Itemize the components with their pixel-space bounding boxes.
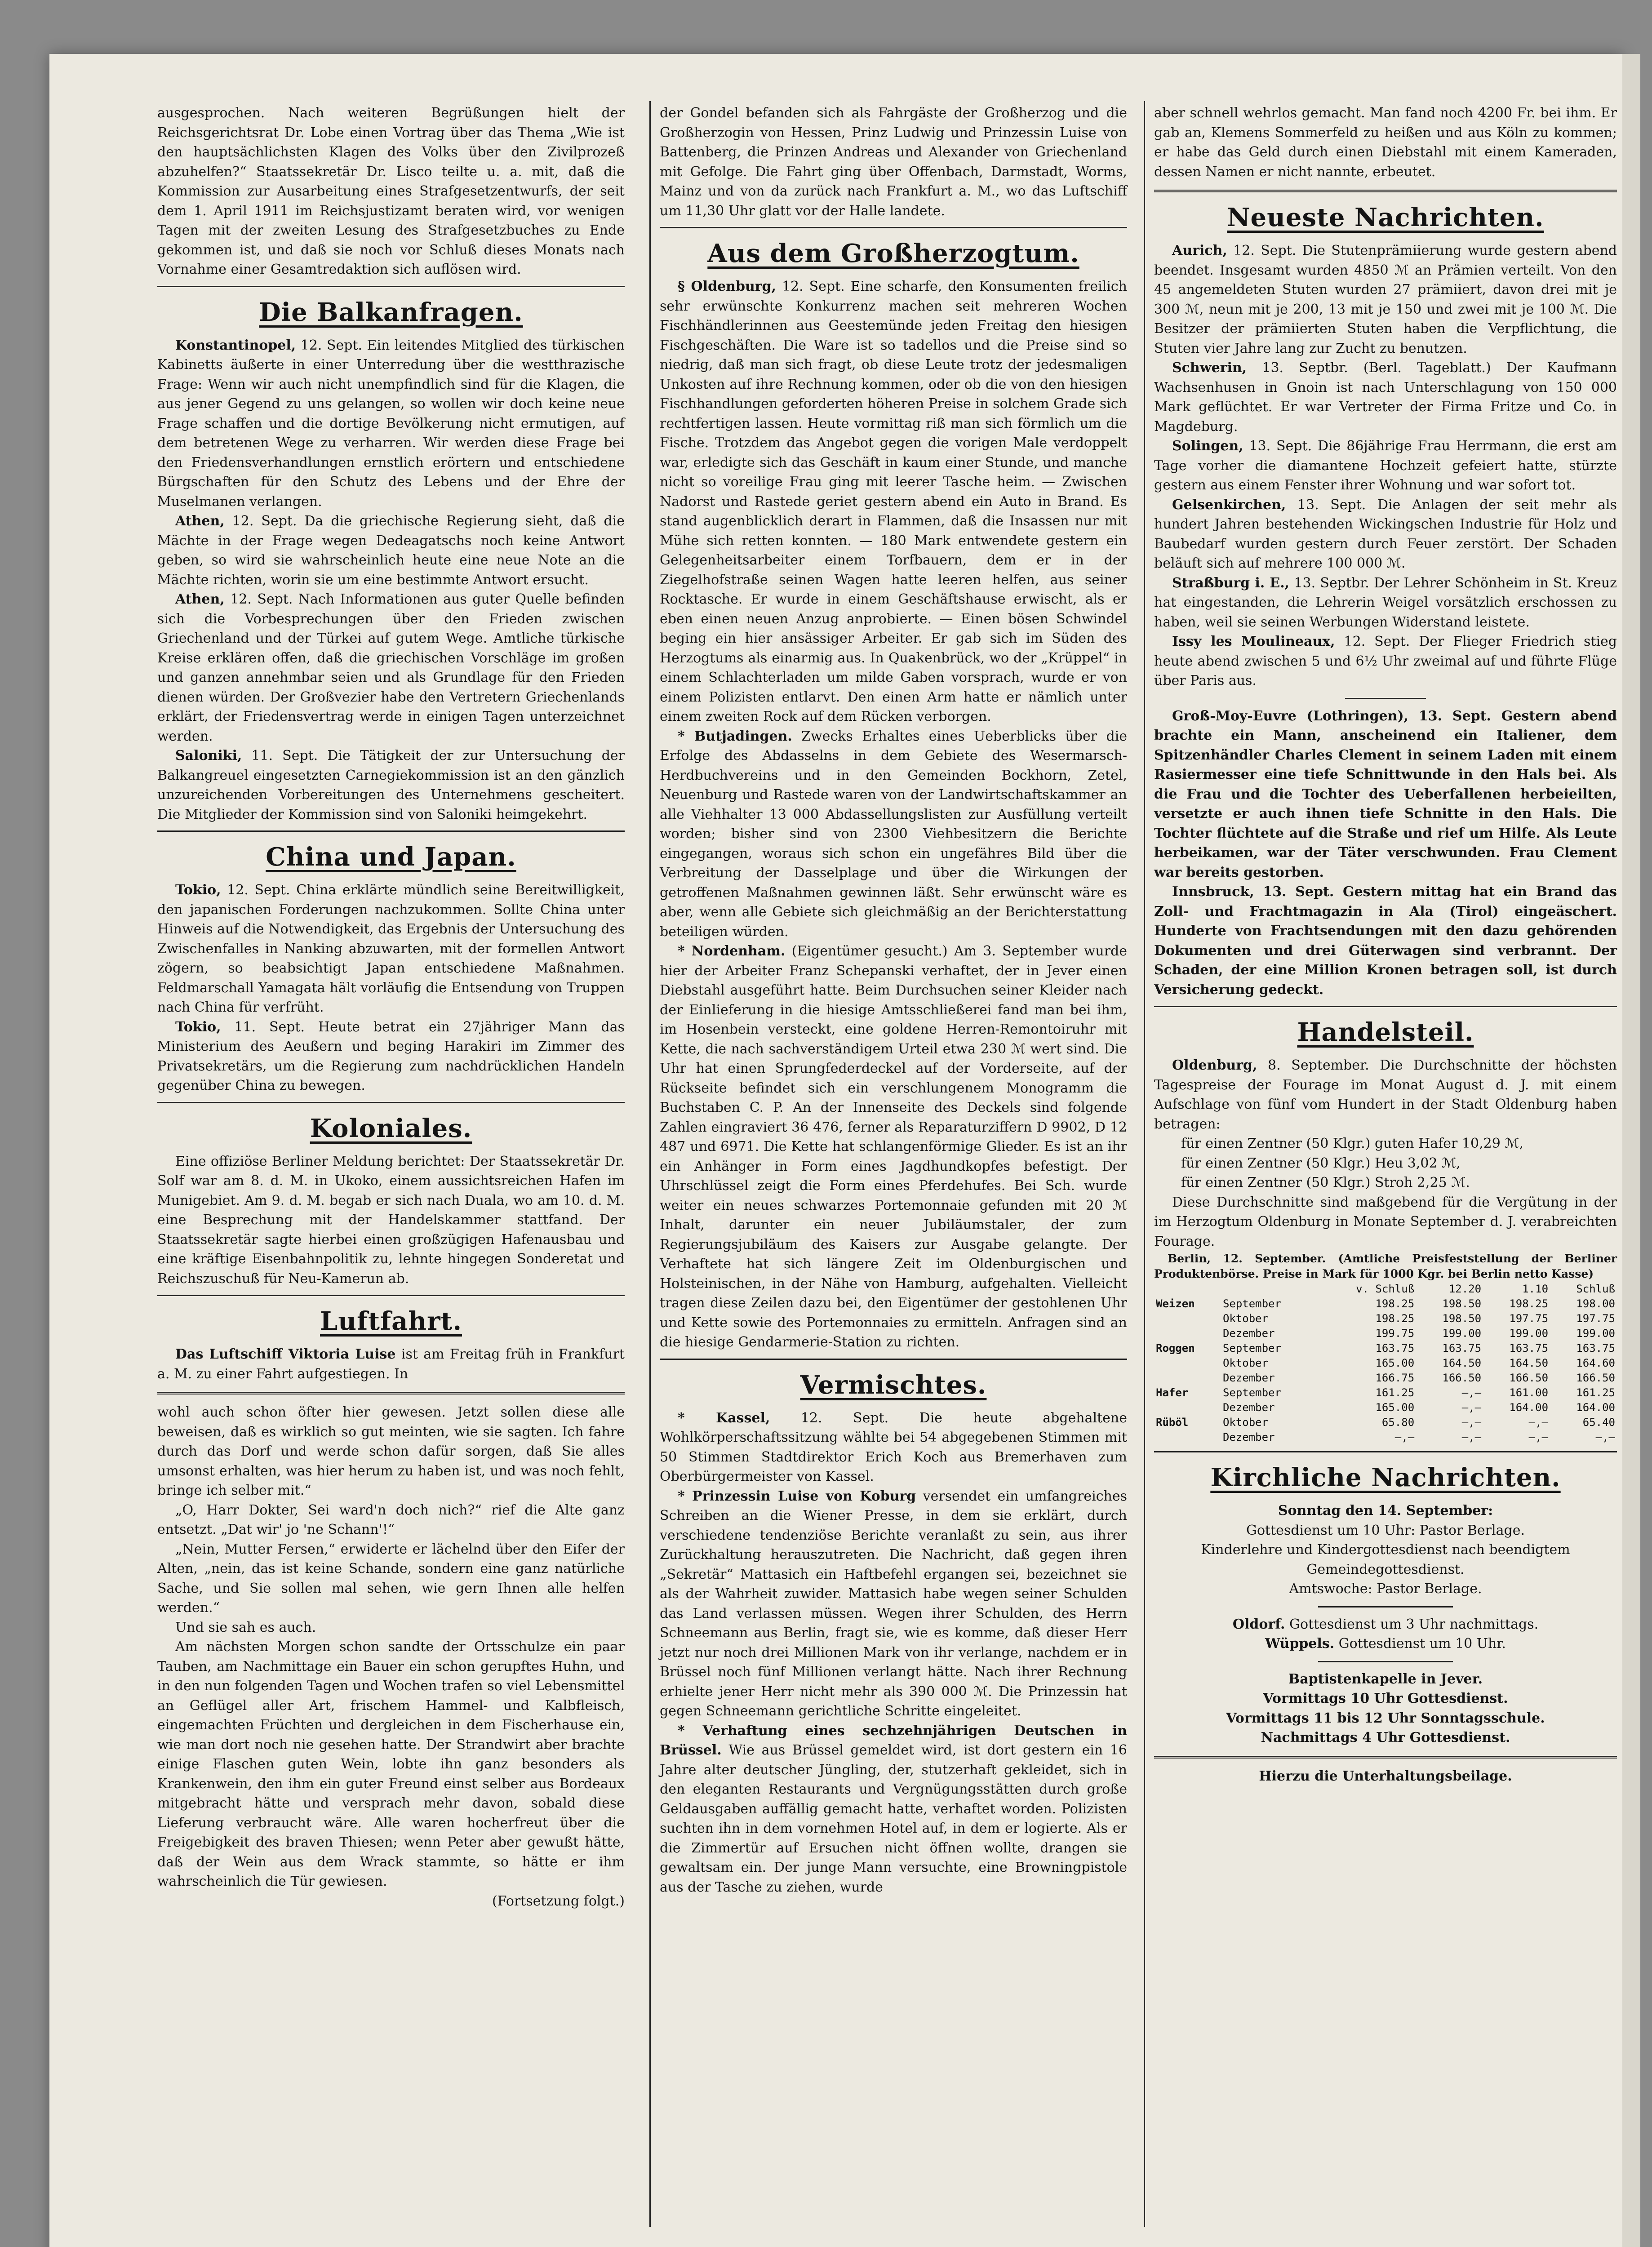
- news-item: Solingen, 13. Sept. Die 86jährige Frau Herrmann, die erst am Tage vorher die diamantene Hochzeit gefeiert hatte, stürzte gestern aus einem Fenster ihrer Wohnung und war sofort tot.: [1154, 438, 1617, 493]
- news-item: § Oldenburg, 12. Sept. Eine scharfe, den Konsumenten freilich sehr erwünschte Konkurrenz machen seit mehreren Wochen Fischhändlerinnen aus Geestemünde jeden Freitag den hiesigen Fischgeschäften. Die Ware ist so tadellos und die Preise sind so niedrig, daß man sich fragt, ob diese Leute trotz der jedesmaligen Unkosten auf ihre Rechnung kommen, oder ob die von den hiesigen Fischhandlungen geforderten höheren Preise in solchem Grade sich rechtfertigen lassen. Heute vormittag riß man sich förmlich um die Fische. Trotzdem das Angebot gegen die vorigen Male verdoppelt war, erledigte sich das Geschäft in kaum einer Stunde, und manche nicht so voreilige Frau ging mit leerer Tasche heim. — Zwischen Nadorst und Rastede geriet gestern abend ein Auto in Brand. Es stand augenblicklich derart in Flammen, daß die Insassen nur mit Mühe sich retten konnten. — 180 Mark entwendete gestern ein Gelegenheitsarbeiter einem Torfbauern, dem er in der Ziegelhofstraße seinen Wagen hatte leeren helfen, aus seiner Rocktasche. Er wurde in einem Geschäftshause erwischt, als er eben einen neuen Anzug anprobierte. — Einen bösen Schwindel beging ein hier ansässiger Arbeiter. Er gab sich im Süden des Herzogtums als einarmig aus. In Quakenbrück, wo der „Krüppel“ in einem Schlachterladen um milde Gaben vorsprach, wurde er von einem Polizisten entlarvt. Den einen Arm hatte er nämlich unter einem zweiten Rock auf dem Rücken verborgen.: [660, 279, 1127, 724]
- news-item: Aurich, 12. Sept. Die Stutenprämiierung wurde gestern abend beendet. Insgesamt wurden 4850 ℳ an Prämien verteilt. Von den 45 angemeldeten Stuten wurden 27 prämiiert, davon drei mit je 300 ℳ, neun mit je 200, 13 mit je 150 und zwei mit je 100 ℳ. Die Besitzer der prämiierten Stuten haben die Verpflichtung, die Stuten vier Jahre lang zur Zucht zu benutzen.: [1154, 243, 1617, 356]
- news-item: Konstantinopel, 12. Sept. Ein leitendes Mitglied des türkischen Kabinetts äußerte in einer Unterredung über die westthrazische Frage: Wenn wir auch nicht unempfindlich sind für die Klagen, die aus jener Gegend zu uns gelangen, so wollen wir doch keine neue Frage schaffen und die dortige Bevölkerung nicht ermutigen, auf dem betretenen Wege zu verharren. Wir werden diese Frage bei den Friedensverhandlungen ernstlich erörtern und entschiedene Bürgschaften für den Schutz des Lebens und der Ehre der Muselmanen verlangen.: [157, 337, 625, 510]
- heading-handelsteil: Handelsteil.: [1297, 1017, 1474, 1047]
- column-rule-1: [649, 101, 651, 2227]
- church-oldorf: Oldorf. Gottesdienst um 3 Uhr nachmittags.: [1232, 1616, 1539, 1632]
- news-item-bold: Innsbruck, 13. Sept. Gestern mittag hat ein Brand das Zoll- und Frachtmagazin in Ala (Tirol) eingeäschert. Hunderte von Frachtsendungen mit den dazu gehörenden Dokumenten und drei Güterwagen sind verbrannt. Der Schaden, der eine Million Kronen betragen soll, ist durch Versicherung gedeckt.: [1154, 884, 1617, 998]
- continuation-note: (Fortsetzung folgt.): [492, 1893, 625, 1909]
- news-item: Schwerin, 13. Septbr. (Berl. Tageblatt.) Der Kaufmann Wachsenhusen in Gnoin ist nach Unterschlagung von 150 000 Mark geflüchtet. Er war Vertreter der Firma Fritze und Co. in Magdeburg.: [1154, 360, 1617, 435]
- supplement-note: Hierzu die Unterhaltungsbeilage.: [1259, 1768, 1512, 1784]
- church-wueppels: Wüppels. Gottesdienst um 10 Uhr.: [1265, 1636, 1506, 1652]
- table-row: Dezember 166.75 166.50 166.50 166.50: [1222, 1372, 1615, 1384]
- table-row: Rüböl Oktober 65.80 —,— —,— 65.40: [1156, 1416, 1615, 1429]
- market-lead: Oldenburg, 8. September. Die Durchschnitte der höchsten Tagespreise der Fourage im Monat August d. J. mit einem Aufschlage von fünf vom Hundert in der Stadt Oldenburg haben betragen:: [1154, 1057, 1617, 1132]
- serial-story-paragraph: „O, Harr Dokter, Sei ward'n doch nich?“ rief die Alte ganz entsetzt. „Dat wir' jo 'ne Schann'!“: [157, 1502, 625, 1537]
- news-item: Saloniki, 11. Sept. Die Tätigkeit der zur Untersuchung der Balkangreuel eingesetzten Carnegiekommission ist an den gänzlich unzureichenden Vorbereitungen des Unternehmens gescheitert. Die Mitglieder der Kommission sind von Saloniki heimgekehrt.: [157, 748, 625, 822]
- news-item: * Butjadingen. Zwecks Erhaltes eines Ueberblicks über die Erfolge des Abdasselns in dem Gebiete des Wesermarsch-Herdbuchvereins und in den Gemeinden Bockhorn, Zetel, Neuenburg und Rastede waren von der Landwirtschaftskammer an alle Viehhalter 13 000 Abdassellungslisten zur Ausfüllung verteilt worden; bisher sind von 2300 Viehbesitzern die Berichte eingegangen, woraus sich schon ein ungefähres Bild über die Verbreitung der Dasselplage und über die Wirkungen der getroffenen Maßnahmen gewinnen läßt. Sehr erwünscht wäre es aber, wenn alle Gebiete sich gleichmäßig an der Berichterstattung beteiligen würden.: [660, 728, 1127, 940]
- baptist-line: Nachmittags 4 Uhr Gottesdienst.: [1261, 1730, 1510, 1745]
- column-1: [157, 103, 625, 1911]
- news-item: Gelsenkirchen, 13. Sept. Die Anlagen der seit mehr als hundert Jahren bestehenden Wickingschen Industrie für Holz und Baubedarf wurden gestern durch Feuer zerstört. Der Schaden beläuft sich auf mehrere 100 000 ℳ.: [1154, 497, 1617, 571]
- serial-story-paragraph: wohl auch schon öfter hier gewesen. Jetzt sollen diese alle beweisen, daß es wirklich so gut meinten, wie sie sagten. Ich fahre durch das Dorf und werde schon dafür sorgen, daß Sie alles umsonst erhalten, was hier herum zu haben ist, und was noch fehlt, bringe ich selber mit.“: [157, 1404, 625, 1498]
- article-continuation: aber schnell wehrlos gemacht. Man fand noch 4200 Fr. bei ihm. Er gab an, Klemens Sommerfeld zu heißen und aus Köln zu kommen; er habe das Geld durch einen Diebstahl mit einem Kameraden, dessen Namen er nicht nannte, erbeutet.: [1154, 105, 1617, 180]
- news-item: Eine offiziöse Berliner Meldung berichtet: Der Staatssekretär Dr. Solf war am 8. d. M. in Ukoko, einem aussichtsreichen Hafen im Munigebiet. Am 9. d. M. begab er sich nach Duala, wo am 10. d. M. eine Besprechung mit der Handelskammer stattfand. Der Staatssekretär sagte hierbei einen großzügigen Hafenausbau und eine kräftige Eisenbahnpolitik zu, lehnte hingegen Sonderetat und Reichszuschuß für Neu-Kamerun ab.: [157, 1153, 625, 1287]
- table-row: Dezember 165.00 —,— 164.00 164.00: [1222, 1401, 1615, 1414]
- news-item: Athen, 12. Sept. Nach Informationen aus guter Quelle befinden sich die Vorbesprechungen über den Frieden zwischen Griechenland und der Türkei auf gutem Wege. Amtliche türkische Kreise erklären offen, daß die griechischen Vorschläge im großen und ganzen annehmbar seien und als Grundlage für den Frieden dienen würden. Der Großvezier habe den Vertretern Griechenlands erklärt, der Friedensvertrag werde in einigen Tagen unterzeichnet werden.: [157, 591, 625, 744]
- church-line: Kinderlehre und Kindergottesdienst nach beendigtem Gemeindegottesdienst.: [1201, 1542, 1570, 1577]
- news-item: Das Luftschiff Viktoria Luise ist am Freitag früh in Frankfurt a. M. zu einer Fahrt aufgestiegen. In: [157, 1346, 625, 1382]
- table-row: Roggen September 163.75 163.75 163.75 163.75: [1156, 1342, 1615, 1354]
- news-item: * Kassel, 12. Sept. Die heute abgehaltene Wohlkörperschaftssitzung wählte bei 54 abgegebenen Stimmen mit 50 Stimmen Stadtdirektor Erich Koch aus Bremerhaven zum Oberbürgermeister von Kassel.: [660, 1410, 1127, 1484]
- heading-kirchliche: Kirchliche Nachrichten.: [1210, 1463, 1561, 1492]
- table-row: Dezember —,— —,— —,— —,—: [1222, 1431, 1615, 1443]
- news-item: Straßburg i. E., 13. Septbr. Der Lehrer Schönheim in St. Kreuz hat eingestanden, die Lehrerin Weigel vorsätzlich erschossen zu haben, weil sie seinen Werbungen Widerstand leistete.: [1154, 575, 1617, 630]
- berlin-price-table: [1154, 1282, 1617, 1445]
- table-row: Hafer September 161.25 —,— 161.00 161.25: [1156, 1386, 1615, 1399]
- news-item: Tokio, 12. Sept. China erklärte mündlich seine Bereitwilligkeit, den japanischen Forderungen nachzukommen. Sollte China unter Hinweis auf die Notwendigkeit, das Ergebnis der Untersuchung des Zwischenfalles in Nanking abzuwarten, mit der formellen Antwort zögern, so beabsichtigt Japan entschiedene Maßnahmen. Feldmarschall Yamagata hält vorläufig die Entsendung von Truppen nach China für verfrüht.: [157, 882, 625, 1015]
- serial-story-paragraph: Am nächsten Morgen schon sandte der Ortsschulze ein paar Tauben, am Nachmittage ein Bauer ein schon gerupftes Huhn, und in den nun folgenden Tagen und Wochen trafen so viel Lebensmittel an Geflügel aller Art, frischem Hammel- und Kalbfleisch, eingemachten Früchten und dergleichen in dem Fischerhause ein, wie man dort noch nie gesehen hatte. Der Strandwirt aber brachte einige Flaschen guten Wein, lobte ihn ganz besonders als Krankenwein, den ihm ein guter Freund einst selber aus Bordeaux mitgebracht hätte und versprach mehr davon, sobald diese Lieferung verbraucht wäre. Alle waren hocherfreut über die Freigebigkeit des braven Thiesen; wenn Peter aber gewußt hätte, daß der Wein aus dem Wrack stammte, so hätte er ihm wahrscheinlich die Tür gewiesen.: [157, 1639, 625, 1889]
- article-continuation: der Gondel befanden sich als Fahrgäste der Großherzog und die Großherzogin von Hessen, Prinz Ludwig und Prinzessin Luise von Battenberg, die Prinzen Andreas und Alexander von Griechenland mit Gefolge. Die Fahrt ging über Offenbach, Darmstadt, Worms, Mainz und von da zurück nach Frankfurt a. M., wo das Luftschiff um 11,30 Uhr glatt vor der Halle landete.: [660, 105, 1127, 219]
- page-edge: [1622, 54, 1640, 2247]
- church-line: Sonntag den 14. September:: [1278, 1503, 1493, 1519]
- column-rule-2: [1144, 101, 1145, 2227]
- article-continuation: ausgesprochen. Nach weiteren Begrüßungen hielt der Reichsgerichtsrat Dr. Lobe einen Vortrag über das Thema „Wie ist den hauptsächlichsten Klagen des Volks über den Zivilprozeß abzuhelfen?“ Staatssekretär Dr. Lisco teilte u. a. mit, daß die Kommission zur Ausarbeitung eines Strafgesetzentwurfs, der seit dem 1. April 1911 im Reichsjustizamt beraten wird, vor wenigen Tagen mit der zweiten Lesung des Strafgesetzbuches zu Ende gekommen ist, und daß sie noch vor Schluß dieses Monats nach Vornahme einer Gesamtredaktion sich auflösen wird.: [157, 105, 625, 277]
- church-line: Amtswoche: Pastor Berlage.: [1289, 1581, 1482, 1597]
- news-item: * Verhaftung eines sechzehnjährigen Deutschen in Brüssel. Wie aus Brüssel gemeldet wird, ist dort gestern ein 16 Jahre alter deutscher Jüngling, der, stutzerhaft gekleidet, sich in den eleganten Restaurants und Vergnügungsstätten durch große Geldausgaben auffällig gemacht hatte, verhaftet worden. Polizisten suchten ihn in dem vornehmen Hotel auf, in dem er logierte. Als er die Zimmertür auf Ersuchen nicht öffnen wollte, drangen sie gewaltsam ein. Der junge Mann versuchte, eine Browningpistole aus der Tasche zu ziehen, wurde: [660, 1723, 1127, 1895]
- baptist-heading: Baptistenkapelle in Jever.: [1288, 1671, 1483, 1687]
- news-item-bold: Groß-Moy-Euvre (Lothringen), 13. Sept. Gestern abend brachte ein Mann, anscheinend ein Italiener, dem Spitzenhändler Charles Clement in seinem Laden mit einem Rasiermesser eine tiefe Schnittwunde in den Hals bei. Als die Frau und die Tochter des Ueberfallenen herbeieilten, versetzte er auch ihnen tiefe Schnitte in den Hals. Die Tochter flüchtete auf die Straße und rief um Hilfe. Als Leute herbeikamen, war der Täter verschwunden. Frau Clement war bereits gestorben.: [1154, 708, 1617, 880]
- church-line: Gottesdienst um 10 Uhr: Pastor Berlage.: [1246, 1522, 1525, 1538]
- fourage-prices: für einen Zentner (50 Klgr.) guten Hafer 10,29 ℳ, für einen Zentner (50 Klgr.) Heu 3,02 ℳ, für einen Zentner (50 Klgr.) Stroh 2,25 ℳ.: [1181, 1136, 1523, 1190]
- table-header-row: v. Schluß 12.20 1.10 Schluß: [1356, 1283, 1615, 1295]
- heading-grossherzogtum: Aus dem Großherzogtum.: [707, 239, 1079, 268]
- table-row: Oktober 198.25 198.50 197.75 197.75: [1222, 1312, 1615, 1325]
- heading-vermischtes: Vermischtes.: [800, 1370, 987, 1400]
- baptist-line: Vormittags 11 bis 12 Uhr Sonntagsschule.: [1226, 1710, 1545, 1726]
- serial-story-paragraph: „Nein, Mutter Fersen,“ erwiderte er lächelnd über den Eifer der Alten, „nein, das ist keine Schande, sondern eine ganz natürliche Sache, und Sie sollen mal sehen, wie gern Ihnen alle helfen werden.“: [157, 1541, 625, 1616]
- heading-china: China und Japan.: [266, 842, 516, 872]
- column-2: [660, 103, 1127, 1897]
- news-item: Athen, 12. Sept. Da die griechische Regierung sieht, daß die Mächte in der Frage wegen Dedeagatschs noch keine Antwort geben, so wird sie wahrscheinlich heute eine neue Note an die Mächte richten, worin sie um eine bestimmte Antwort ersucht.: [157, 513, 625, 588]
- news-item: Tokio, 11. Sept. Heute betrat ein 27jähriger Mann das Ministerium des Aeußern und beging Harakiri im Zimmer des Privatsekretärs, um die Regierung zum nachdrücklichen Handeln gegenüber China zu bewegen.: [157, 1019, 625, 1093]
- table-row: Weizen September 198.25 198.50 198.25 198.00: [1156, 1297, 1615, 1310]
- table-row: Oktober 165.00 164.50 164.50 164.60: [1222, 1357, 1615, 1369]
- heading-neueste: Neueste Nachrichten.: [1227, 203, 1544, 232]
- news-item: * Prinzessin Luise von Koburg versendet ein umfangreiches Schreiben an die Wiener Presse, in dem sie erklärt, durch verschiedene tendenziöse Berichte veranlaßt zu sein, aus ihrer Zurückhaltung herauszutreten. Die Nachricht, daß gegen ihren „Sekretär“ Mattasich ein Haftbefehl ergangen sei, bezeichnet sie als der Wahrheit zuwider. Mattasich habe wegen seiner Schulden das Land verlassen müssen. Wegen ihrer Schulden, des Herrn Schneemann aus Berlin, fragt sie, wie es komme, daß dieser Herr jetzt nur noch drei Millionen Mark von ihr verlange, nachdem er in Brüssel noch fünf Millionen verlangt hätte. Nach ihrer Rechnung erhielte jener Herr nicht mehr als 390 000 ℳ. Die Prinzessin hat gegen Schneemann gerichtliche Schritte eingeleitet.: [660, 1488, 1127, 1719]
- berlin-header: Berlin, 12. September. (Amtliche Preisfeststellung der Berliner Produktenbörse. Preise in Mark für 1000 Kgr. bei Berlin netto Kasse): [1154, 1252, 1617, 1280]
- market-note: Diese Durchschnitte sind maßgebend für die Vergütung in der im Herzogtum Oldenburg in Monate September d. J. verabreichten Fourage.: [1154, 1194, 1617, 1249]
- news-item: * Nordenham. (Eigentümer gesucht.) Am 3. September wurde hier der Arbeiter Franz Schepanski verhaftet, der in Jever einen Diebstahl ausgeführt hatte. Beim Durchsuchen seiner Kleider nach der Einlieferung in die hiesige Amtsschließerei fand man bei ihm, im Hosenbein versteckt, eine goldene Herren-Remontoiruhr mit Kette, die nach sachverständigem Urteil etwa 230 ℳ wert sind. Die Uhr hat einen Sprungfederdeckel auf der Vorderseite, auf der Rückseite befindet sich ein verschlungenem Monogramm die Buchstaben C. P. An der Innenseite des Deckels sind folgende Zahlen eingraviert 36 476, ferner als Reparaturziffern D 9902, D 12 487 und 6971. Die Kette hat schlangenförmige Glieder. Es ist an ihr ein Anhänger in Form eines Jagdhundkopfes befestigt. Der Uhrschlüssel zeigt die Form eines Pferdehufes. Bei Sch. wurde weiter ein neues schwarzes Portemonnaie gefunden mit 20 ℳ Inhalt, darunter ein neuer Jubiläumstaler, der zum Regierungsjubiläum des Kaisers zur Ausgabe gelangte. Der Verhaftete hat sich längere Zeit im Oldenburgischen und Holsteinischen, in der Nähe von Hamburg, aufgehalten. Vielleicht tragen diese Zeilen dazu bei, den Eigentümer der gestohlenen Uhr und Kette sowie des Portemonnaies zu ermitteln. Anfragen sind an die hiesige Gendarmerie-Station zu richten.: [660, 943, 1127, 1350]
- serial-story-paragraph: Und sie sah es auch.: [175, 1619, 316, 1635]
- column-3: [1154, 103, 1617, 1786]
- table-row: Dezember 199.75 199.00 199.00 199.00: [1222, 1327, 1615, 1340]
- heading-balkan: Die Balkanfragen.: [259, 297, 523, 327]
- news-item: Issy les Moulineaux, 12. Sept. Der Flieger Friedrich stieg heute abend zwischen 5 und 6½ Uhr zweimal auf und führte Flüge über Paris aus.: [1154, 634, 1617, 688]
- baptist-line: Vormittags 10 Uhr Gottesdienst.: [1263, 1691, 1508, 1706]
- heading-luftfahrt: Luftfahrt.: [320, 1306, 462, 1336]
- heading-koloniales: Koloniales.: [310, 1113, 472, 1143]
